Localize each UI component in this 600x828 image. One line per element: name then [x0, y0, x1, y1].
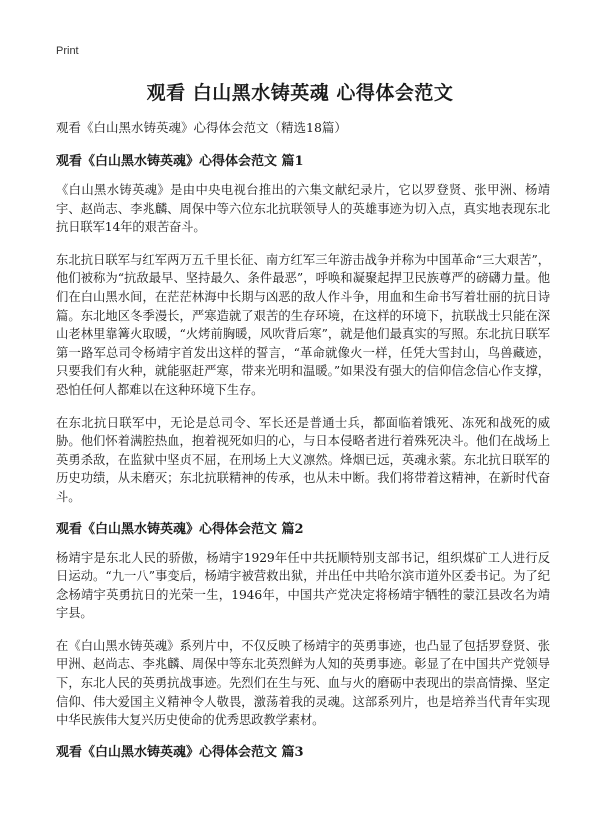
section-heading-3: 观看《白山黑水铸英魂》心得体会范文 篇3 [56, 744, 304, 760]
section-1-paragraph-3: 在东北抗日联军中，无论是总司令、军长还是普通士兵，都面临着饿死、冻死和战死的威胁。他们怀着满腔热血，抱着视死如归的心，与日本侵略者进行着殊死决斗。他们在战场上英勇杀敌，在监狱中坚贞不屈，在刑场上大义凛然。烽烟已远，英魂永萦。东北抗日联军的历史功绩，从未磨灭；东北抗联精神的传承，也从未中断。我们将带着这精神，在新时代奋斗。 [56, 415, 550, 504]
article-subtitle: 观看《白山黑水铸英魂》心得体会范文（精选18篇） [56, 120, 347, 135]
section-2-paragraph-2: 在《白山黑水铸英魂》系列片中，不仅反映了杨靖宇的英勇事迹，也凸显了包括罗登贤、张甲洲、赵尚志、李兆麟、周保中等东北英烈鲜为人知的英勇事迹。彰显了在中国共产党领导下，东北人民的英勇抗战事迹。先烈们在生与死、血与火的磨砺中表现出的崇高情操、坚定信仰、伟大爱国主义精神令人敬畏，激荡着我的灵魂。这部系列片，也是培养当代青年实现中华民族伟大复兴历史使命的优秀思政教学素材。 [56, 638, 550, 728]
section-1-paragraph-2: 东北抗日联军与红军两万五千里长征、南方红军三年游击战争并称为中国革命“三大艰苦”，他们被称为“抗敌最早、坚持最久、条件最恶”，呼唤和凝聚起捍卫民族尊严的磅礴力量。他们在白山黑水间，在茫茫林海中长期与凶恶的敌人作斗争，用血和生命书写着壮丽的抗日诗篇。东北地区冬季漫长，严寒造就了艰苦的生存环境，在这样的环境下，抗联战士只能在深山老林里靠篝火取暖，“火烤前胸暖，风吹背后寒”，就是他们最真实的写照。东北抗日联军第一路军总司令杨靖宇首发出这样的誓言，“革命就像火一样，任凭大雪封山，鸟兽藏迹，只要我们有火种，就能驱赶严寒，带来光明和温暖。”如果没有强大的信仰信念信心作支撑，恐怕任何人都难以在这种环境下生存。 [56, 252, 550, 397]
section-2-paragraph-1: 杨靖宇是东北人民的骄傲，杨靖宇1929年任中共抚顺特别支部书记，组织煤矿工人进行反日运动。“九一八”事变后，杨靖宇被营救出狱，并出任中共哈尔滨市道外区委书记。为了纪念杨靖宇英勇抗日的光荣一生，1946年，中国共产党决定将杨靖宇牺牲的蒙江县改名为靖宇县。 [56, 550, 550, 621]
section-heading-2: 观看《白山黑水铸英魂》心得体会范文 篇2 [56, 521, 304, 537]
print-link[interactable]: Print [56, 45, 79, 57]
section-1-paragraph-1: 《白山黑水铸英魂》是由中央电视台推出的六集文献纪录片，它以罗登贤、张甲洲、杨靖宇、赵尚志、李兆麟、周保中等六位东北抗联领导人的英雄事迹为切入点，真实地表现东北抗日联军14年的艰苦奋斗。 [56, 183, 550, 235]
article-body [56, 120, 550, 772]
page-title: 观看 白山黑水铸英魂 心得体会范文 [146, 82, 454, 104]
section-heading-1: 观看《白山黑水铸英魂》心得体会范文 篇1 [56, 154, 304, 169]
